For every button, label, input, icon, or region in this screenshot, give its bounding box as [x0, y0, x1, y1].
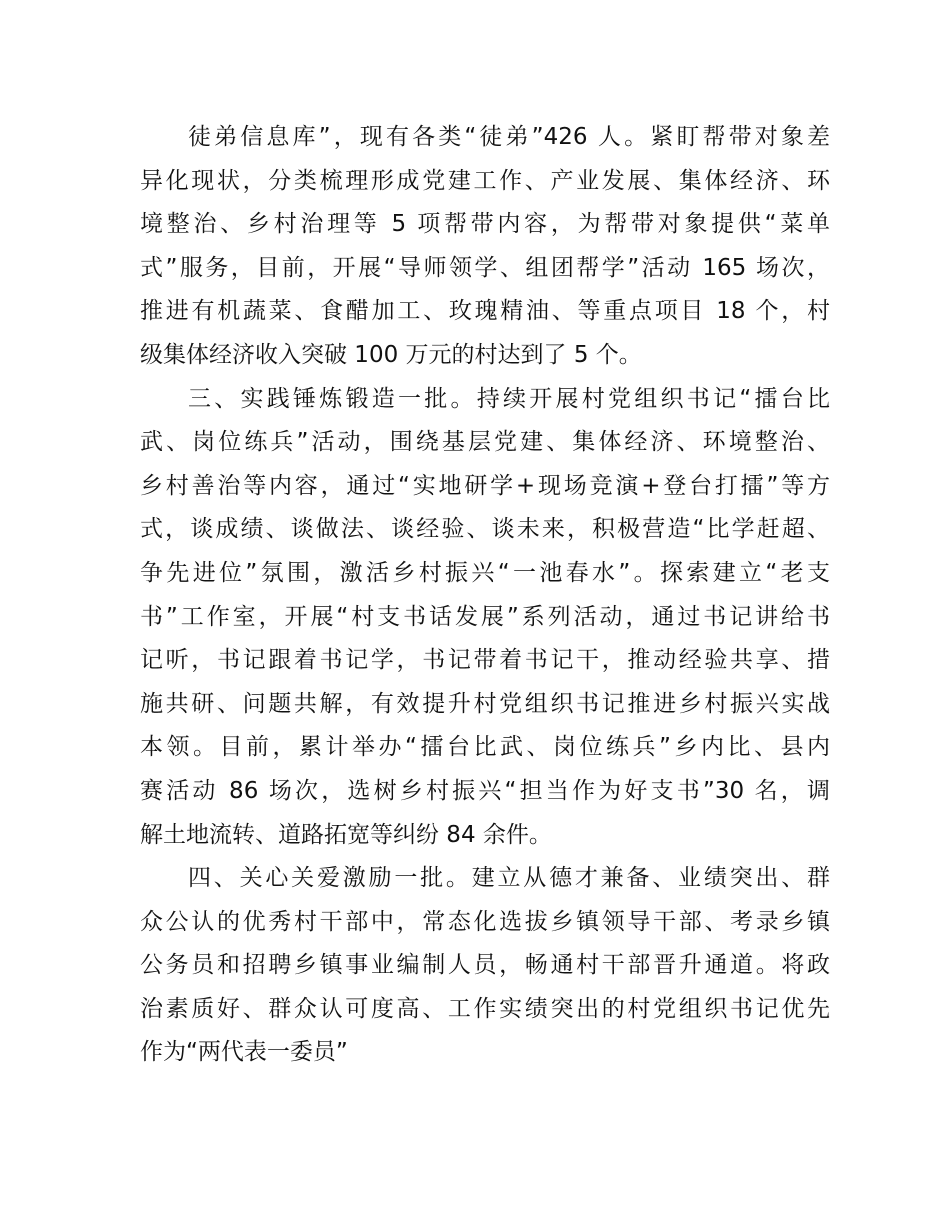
text-line: 施共研、问题共解，有效提升村党组织书记推进乡村振兴实战 [140, 690, 830, 717]
text-line: 推进有机蔬菜、食醋加工、玫瑰精油、等重点项目 18 个，村 [140, 298, 830, 325]
text-line: 徒弟信息库”，现有各类“徒弟”426 人。紧盯帮带对象差 [188, 124, 830, 150]
text-line: 公务员和招聘乡镇事业编制人员，畅通村干部晋升通道。将政 [140, 952, 830, 979]
text-line: 赛活动 86 场次，选树乡村振兴“担当作为好支书”30 名，调 [140, 777, 830, 804]
text-line: 式”服务，目前，开展“导师领学、组团帮学”活动 165 场次， [140, 254, 830, 281]
text-line: 书”工作室，开展“村支书话发展”系列活动，通过书记讲给书 [140, 603, 830, 630]
text-line: 式，谈成绩、谈做法、谈经验、谈未来，积极营造“比学赶超、 [140, 516, 830, 543]
text-line: 四、关心关爱激励一批。建立从德才兼备、业绩突出、群 [188, 865, 830, 892]
paragraph [140, 378, 830, 858]
text-line: 本领。目前，累计举办“擂台比武、岗位练兵”乡内比、县内 [140, 734, 830, 761]
text-line: 作为“两代表一委员” [140, 1039, 348, 1066]
text-line: 异化现状，分类梳理形成党建工作、产业发展、集体经济、环 [140, 167, 830, 194]
text-line: 乡村善治等内容，通过“实地研学+现场竞演+登台打擂”等方 [140, 472, 830, 499]
text-line: 级集体经济收入突破 100 万元的村达到了 5 个。 [140, 341, 642, 368]
paragraph [140, 857, 830, 1075]
document-body [140, 116, 830, 1075]
text-line: 境整治、乡村治理等 5 项帮带内容，为帮带对象提供“菜单 [140, 211, 830, 238]
text-line: 争先进位”氛围，激活乡村振兴“一池春水”。探索建立“老支 [140, 559, 830, 586]
text-line: 三、实践锤炼锻造一批。持续开展村党组织书记“擂台比 [188, 385, 830, 412]
text-line: 众公认的优秀村干部中，常态化选拔乡镇领导干部、考录乡镇 [140, 908, 830, 935]
text-line: 记听，书记跟着书记学，书记带着书记干，推动经验共享、措 [140, 647, 830, 674]
text-line: 治素质好、群众认可度高、工作实绩突出的村党组织书记优先 [140, 995, 830, 1022]
text-line: 武、岗位练兵”活动，围绕基层党建、集体经济、环境整治、 [140, 429, 830, 456]
text-line: 解土地流转、道路拓宽等纠纷 84 余件。 [140, 821, 552, 848]
paragraph [140, 116, 830, 378]
